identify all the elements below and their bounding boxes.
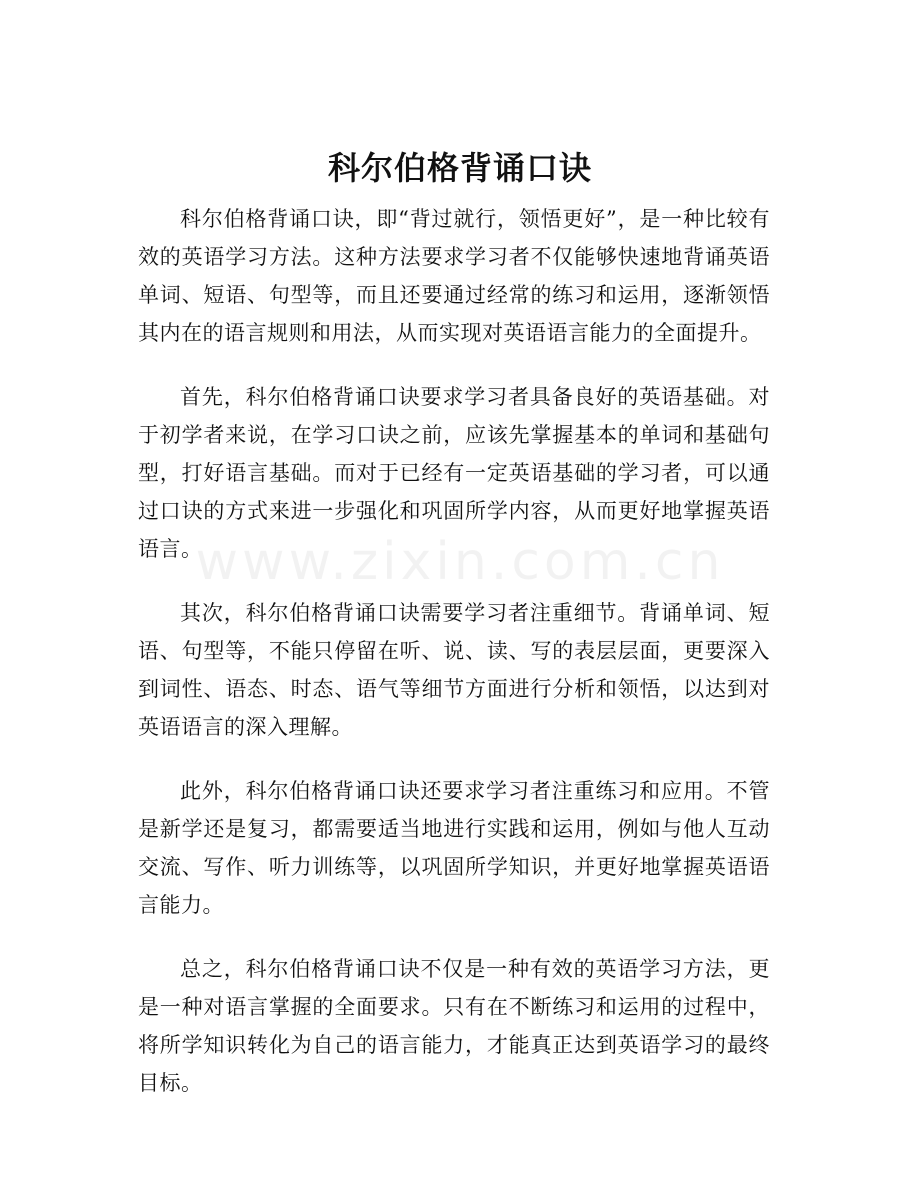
paragraph-5: 总之，科尔伯格背诵口诀不仅是一种有效的英语学习方法，更是一种对语言掌握的全面要求。只有在不断练习和运用的过程中，将所学知识转化为自己的语言能力，才能真正达到英语学习的最终目标。 [138,957,770,1095]
document-title: 科尔伯格背诵口诀 [327,149,592,187]
paragraph-3: 其次，科尔伯格背诵口诀需要学习者注重细节。背诵单词、短语、句型等，不能只停留在听、说、读、写的表层层面，更要深入到词性、语态、时态、语气等细节方面进行分析和领悟，以达到对英语语言的深入理解。 [138,601,770,739]
document-body [138,200,770,1128]
paragraph-4: 此外，科尔伯格背诵口诀还要求学习者注重练习和应用。不管是新学还是复习，都需要适当地进行实践和运用，例如与他人互动交流、写作、听力训练等，以巩固所学知识，并更好地掌握英语语言能力。 [138,779,770,917]
paragraph-1: 科尔伯格背诵口诀，即“背过就行，领悟更好”，是一种比较有效的英语学习方法。这种方法要求学习者不仅能够快速地背诵英语单词、短语、句型等，而且还要通过经常的练习和运用，逐渐领悟其内在的语言规则和用法，从而实现对英语语言能力的全面提升。 [138,207,770,345]
paragraph-2: 首先，科尔伯格背诵口诀要求学习者具备良好的英语基础。对于初学者来说，在学习口诀之前，应该先掌握基本的单词和基础句型，打好语言基础。而对于已经有一定英语基础的学习者，可以通过口诀的方式来进一步强化和巩固所学内容，从而更好地掌握英语语言。 [138,385,770,561]
watermark: www.zixin.com.cn [195,532,725,592]
